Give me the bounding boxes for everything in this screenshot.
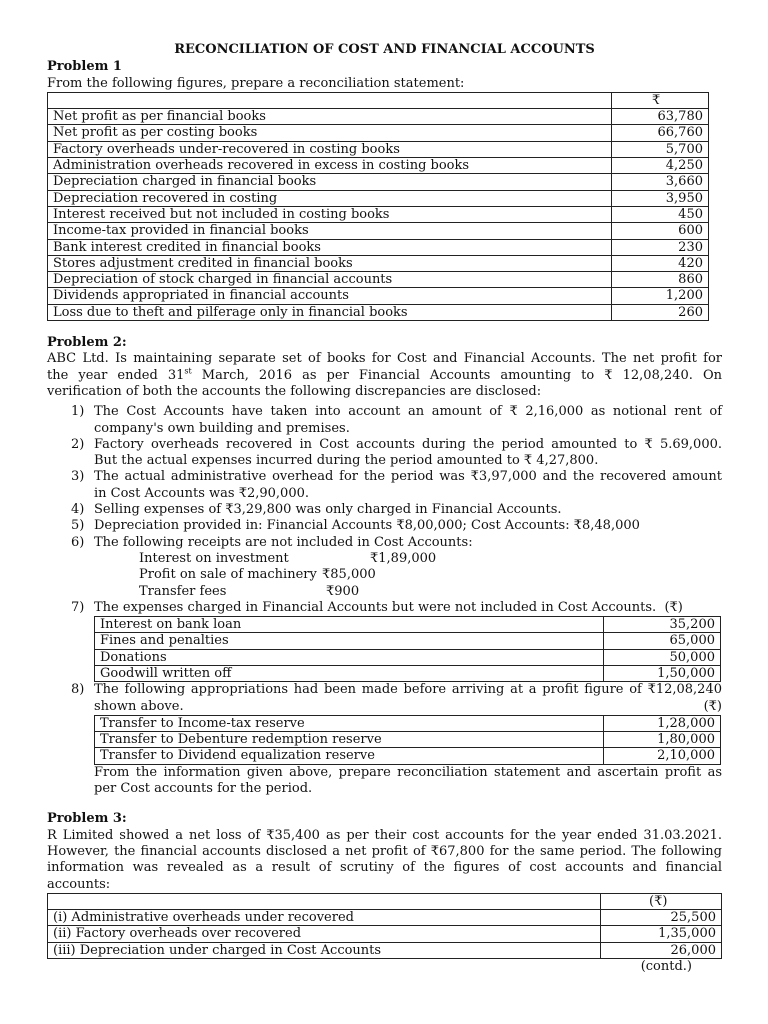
table-row: Factory overheads under-recovered in costing books 5,700 <box>48 141 709 157</box>
table-row: Interest on bank loan 35,200 <box>95 617 721 633</box>
table-row: Transfer to Dividend equalization reserve 2,10,000 <box>95 748 721 764</box>
table-row: Transfer to Debenture redemption reserve 1,80,000 <box>95 732 721 748</box>
problem3-intro-line: However, the financial accounts disclosed a net profit of ₹67,800 for the same period. The following <box>47 843 722 859</box>
list-item: 4) Selling expenses of ₹3,29,800 was only charged in Financial Accounts. <box>71 502 562 518</box>
list-item: 6) The following receipts are not included in Cost Accounts: <box>71 534 473 550</box>
table-row: Dividends appropriated in financial accounts 1,200 <box>48 288 709 304</box>
problem3-table <box>47 893 722 959</box>
problem2-heading: Problem 2: <box>47 335 127 351</box>
table-header-row <box>48 893 722 909</box>
table-row: Income-tax provided in financial books 600 <box>48 223 709 239</box>
receipt-row: Profit on sale of machinery ₹85,000 <box>139 567 376 583</box>
list-item: 1) The Cost Accounts have taken into account an amount of ₹ 2,16,000 as notional rent of company's own building and premises. <box>71 404 722 436</box>
table-row: Administration overheads recovered in excess in costing books 4,250 <box>48 158 709 174</box>
problem3-heading: Problem 3: <box>47 811 127 827</box>
problem3-intro-line: information was revealed as a result of scrutiny of the figures of cost accounts and financial <box>47 860 722 876</box>
list-item: 3) The actual administrative overhead for the period was ₹3,97,000 and the recovered amount in Cost Accounts was ₹2,90,000. <box>71 469 722 501</box>
problem1-heading: Problem 1 <box>47 59 122 75</box>
table-header-row <box>48 92 709 108</box>
table-row: Depreciation of stock charged in financial accounts 860 <box>48 272 709 288</box>
table-row: Donations 50,000 <box>95 649 721 665</box>
problem2-closing: per Cost accounts for the period. <box>94 781 313 797</box>
table-row: (i) Administrative overheads under recovered 25,500 <box>48 910 722 926</box>
problem2-intro-line: verification of both the accounts the following discrepancies are disclosed: <box>47 383 542 399</box>
currency-header: (₹) <box>664 599 683 615</box>
table-row: Net profit as per costing books 66,760 <box>48 125 709 141</box>
discrepancy-list <box>47 404 722 551</box>
receipt-row: Transfer fees ₹900 <box>139 583 360 599</box>
page-title: RECONCILIATION OF COST AND FINANCIAL ACCOUNTS <box>174 42 595 57</box>
problem2-intro-line: the year ended 31st March, 2016 as per Financial Accounts amounting to ₹ 12,08,240. On <box>47 366 723 383</box>
currency-header: (₹) <box>601 893 722 909</box>
problem3-intro-line: accounts: <box>47 876 111 892</box>
continued-note: (contd.) <box>640 959 692 975</box>
problem2-intro-line: ABC Ltd. Is maintaining separate set of books for Cost and Financial Accounts. The net profit for <box>47 351 722 367</box>
currency-header: (₹) <box>703 698 722 714</box>
receipt-row: Interest on investment ₹1,89,000 <box>139 550 437 566</box>
table-row: (iii) Depreciation under charged in Cost Accounts 26,000 <box>48 942 722 958</box>
table-row: Interest received but not included in costing books 450 <box>48 206 709 222</box>
table-row: Goodwill written off 1,50,000 <box>95 665 721 681</box>
table-row: Stores adjustment credited in financial books 420 <box>48 255 709 271</box>
table-row: Fines and penalties 65,000 <box>95 633 721 649</box>
table-row: Depreciation charged in financial books 3,660 <box>48 174 709 190</box>
list-item: 8) The following appropriations had been made before arriving at a profit figure of ₹12,08,240 shown above. (₹) <box>71 682 722 714</box>
appropriations-table <box>94 715 721 765</box>
table-row: Loss due to theft and pilferage only in financial books 260 <box>48 304 709 320</box>
list-item: 2) Factory overheads recovered in Cost accounts during the period amounted to ₹ 5.69,000. But the actual expenses incurred during the period amounted to ₹ 4,27,800. <box>71 436 722 469</box>
expenses-table <box>94 616 721 682</box>
table-row: (ii) Factory overheads over recovered 1,35,000 <box>48 926 722 942</box>
list-item: 5) Depreciation provided in: Financial Accounts ₹8,00,000; Cost Accounts: ₹8,48,000 <box>71 518 640 534</box>
table-row: Depreciation recovered in costing 3,950 <box>48 190 709 206</box>
table-row: Transfer to Income-tax reserve 1,28,000 <box>95 715 721 731</box>
problem2-closing: From the information given above, prepare reconciliation statement and ascertain profit as <box>94 764 722 780</box>
currency-header: ₹ <box>612 92 709 108</box>
problem1-table <box>47 92 709 321</box>
table-row: Bank interest credited in financial books 230 <box>48 239 709 255</box>
problem3-intro-line: R Limited showed a net loss of ₹35,400 as per their cost accounts for the year ended 31.03.2021. <box>47 827 722 843</box>
list-item: 7) The expenses charged in Financial Accounts but were not included in Cost Accounts. (₹) <box>71 599 683 615</box>
table-row: Net profit as per financial books 63,780 <box>48 109 709 125</box>
problem1-intro: From the following figures, prepare a reconciliation statement: <box>47 75 465 91</box>
